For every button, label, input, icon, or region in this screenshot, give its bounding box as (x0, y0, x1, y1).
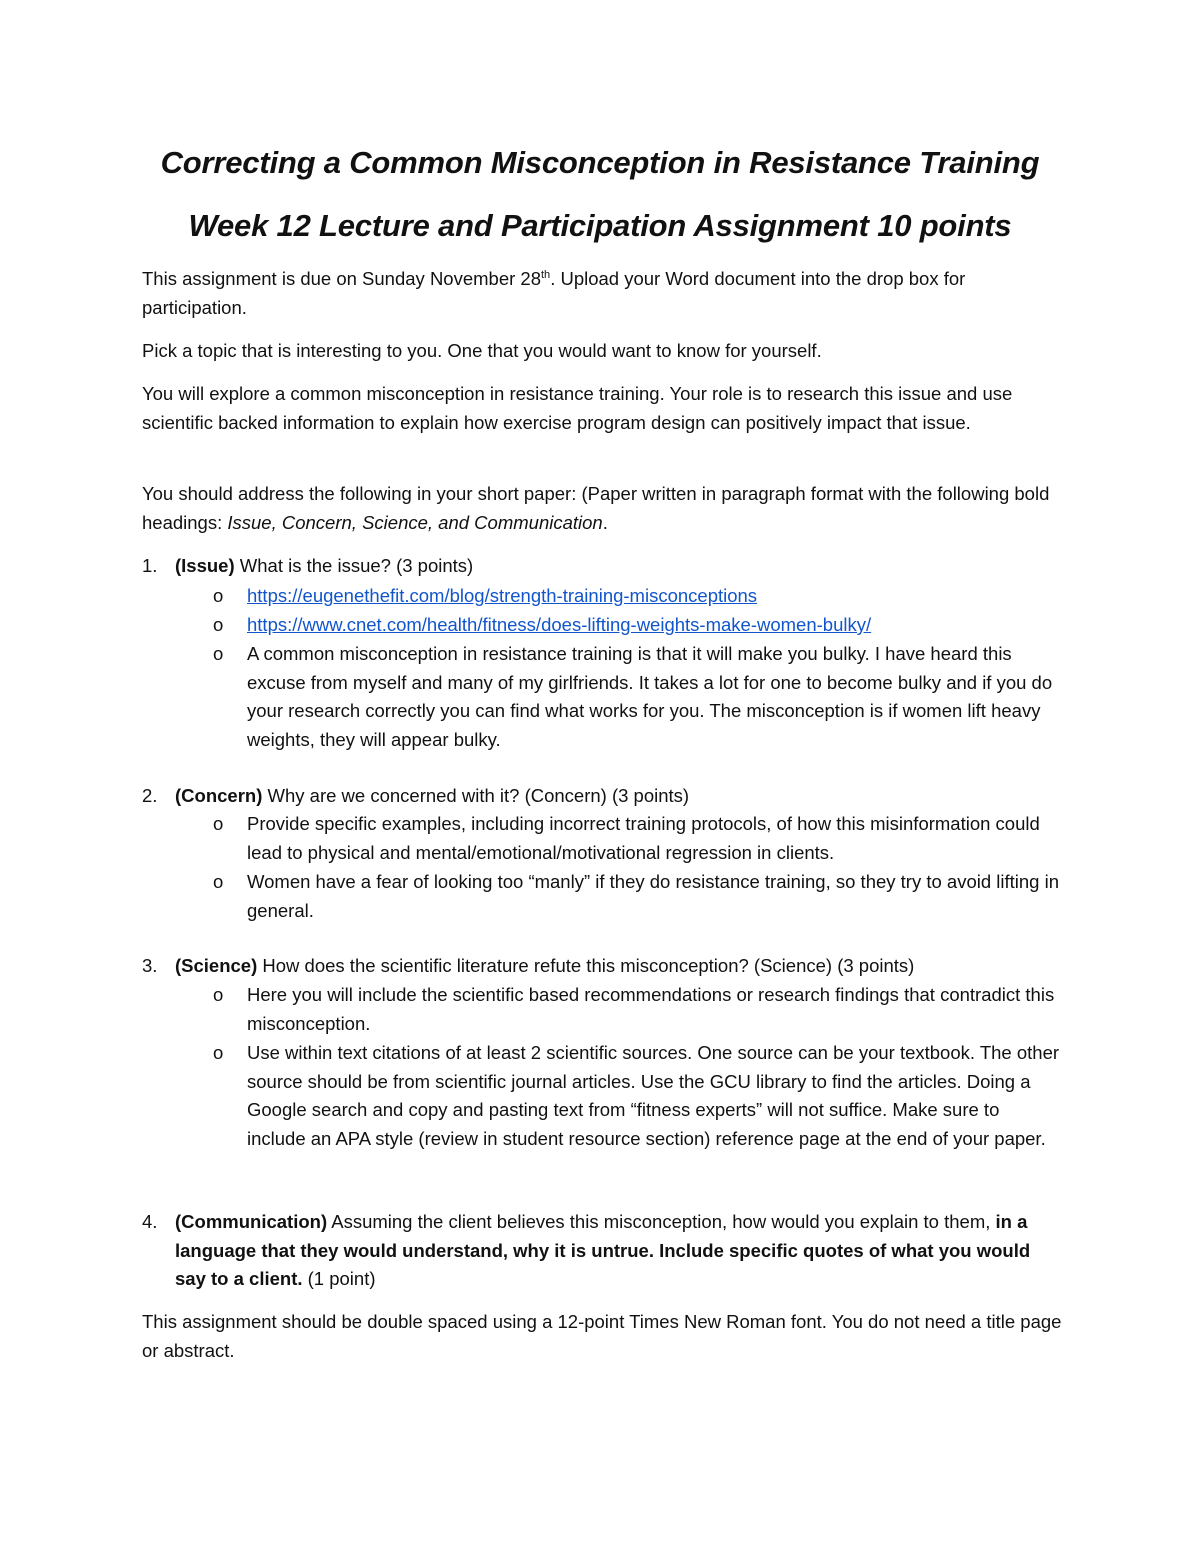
bullet-item (247, 611, 1062, 640)
item-question-concern: Why are we concerned with it? (Concern) (3 points) (262, 785, 690, 806)
bullet-marker: o (213, 614, 224, 635)
cnet-link[interactable]: https://www.cnet.com/health/fitness/does-lifting-weights-make-women-bulky/ (247, 614, 872, 635)
bullet-text: Women have a fear of looking too “manly” if they do resistance training, so they try to avoid lifting in general. (247, 871, 1060, 921)
eugenethefit-link[interactable]: https://eugenethefit.com/blog/strength-training-misconceptions (247, 585, 758, 606)
bullet-marker: o (213, 643, 224, 664)
bullet-marker: o (213, 871, 224, 892)
bullet-marker: o (213, 813, 224, 834)
item-heading-science: (Science) (175, 955, 258, 976)
document-title: Correcting a Common Misconception in Resistance Training (160, 145, 1040, 180)
pick-paragraph: Pick a topic that is interesting to you. One that you would want to know for yourself. (142, 340, 822, 361)
address-end: . (602, 511, 608, 533)
item-number-1: 1. (142, 555, 158, 576)
bullet-text: A common misconception in resistance training is that it will make you bulky. I have heard this excuse from myself and many of my girlfriends. It takes a lot for one to become bulky and if you do your research correctly you can find what works for you. The misconception is if women lift heavy weights, they will appear bulky. (247, 643, 1053, 750)
bullet-marker: o (213, 585, 224, 606)
item-number-3: 3. (142, 955, 158, 976)
bullet-item (247, 582, 1062, 611)
item-science (175, 952, 1065, 981)
item-heading-issue: (Issue) (175, 555, 235, 576)
item-communication (175, 1208, 1065, 1294)
item-points-communication: (1 point) (302, 1268, 376, 1289)
due-paragraph (142, 265, 1072, 322)
closing-paragraph: This assignment should be double spaced using a 12-point Times New Roman font. You do not need a title page or abstract. (142, 1311, 1062, 1361)
item-concern (175, 782, 1065, 811)
document-subtitle: Week 12 Lecture and Participation Assignment 10 points (188, 208, 1012, 243)
bullet-text: Use within text citations of at least 2 scientific sources. One source can be your textbook. The other source should be from scientific journal articles. Use the GCU library to find the articles. Doing a Google search and copy and pasting text from “fitness experts” will not suffice. Make sure to include an APA style (review in student resource section) reference page at the end of your paper. (247, 1042, 1060, 1149)
address-headings: Issue, Concern, Science, and Communication (227, 511, 603, 533)
item-issue (175, 552, 1065, 581)
item-question-issue: What is the issue? (3 points) (234, 555, 474, 576)
item-heading-communication: (Communication) (175, 1211, 328, 1232)
bullet-text: Provide specific examples, including incorrect training protocols, of how this misinformation could lead to physical and mental/emotional/motivational regression in clients. (247, 813, 1040, 863)
due-instructions: . Upload your Word document into the drop box for participation. (142, 268, 966, 318)
item-number-2: 2. (142, 785, 158, 806)
item-emphasis-communication: in a language that they would understand, why it is untrue. Include specific quotes of what you would say to a client. (175, 1211, 1031, 1289)
explore-paragraph: You will explore a common misconception in resistance training. Your role is to research this issue and use scientific backed information to explain how exercise program design can positively impact that issue. (142, 383, 1013, 433)
item-question-communication: Assuming the client believes this misconception, how would you explain to them, (327, 1211, 996, 1232)
bullet-marker: o (213, 984, 224, 1005)
address-paragraph (142, 480, 1072, 537)
bullet-text: Here you will include the scientific based recommendations or research findings that contradict this misconception. (247, 984, 1055, 1034)
due-text: This assignment is due on Sunday November 28 (142, 268, 541, 289)
address-text: You should address the following in your short paper: (Paper written in paragraph format with the following bold headings: (142, 483, 1050, 533)
item-question-science: How does the scientific literature refute this misconception? (Science) (3 points) (257, 955, 915, 976)
bullet-marker: o (213, 1042, 224, 1063)
item-heading-concern: (Concern) (175, 785, 263, 806)
item-number-4: 4. (142, 1211, 158, 1232)
due-superscript: th (541, 268, 551, 281)
